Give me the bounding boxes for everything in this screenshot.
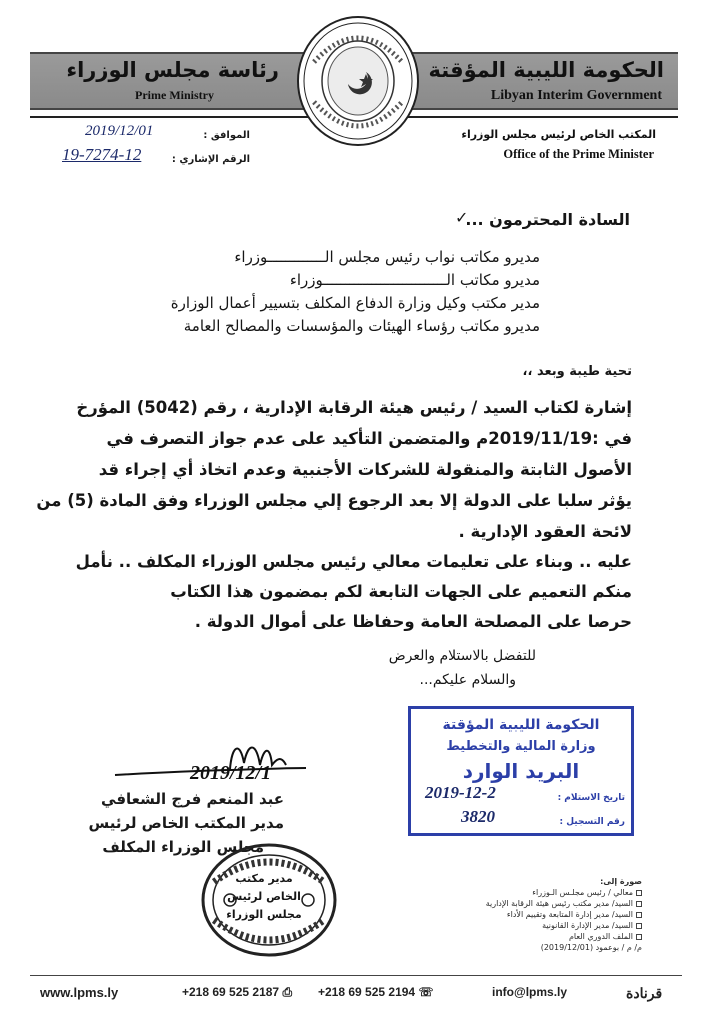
footer-website: www.lpms.ly xyxy=(40,985,119,1000)
paragraph-1-line: الأصول الثابتة والمنقولة للشركات الأجنبية وعدم اتخاذ أي إجراء قد xyxy=(98,460,632,479)
paragraph-1-line: يؤثر سلبا على الدولة إلا بعد الرجوع إلي مجلس الوزراء وفق المادة (5) من xyxy=(36,491,632,510)
signature-date: 2019/12/1 xyxy=(190,762,272,784)
paragraph-2-line: حرصا على المصلحة العامة وحفاظا على أموال الدولة . xyxy=(194,612,632,631)
closing-line: والسلام عليكم... xyxy=(419,672,516,688)
list-item: معالي / رئيس مجلـس الـوزراء xyxy=(416,887,642,898)
footer-phone: +218 69 525 2194 ☏ xyxy=(318,985,434,999)
footer-city: قرنادة xyxy=(626,985,663,1001)
office-name-ar: المكتب الخاص لرئيس مجلس الوزراء xyxy=(461,128,656,141)
ministry-name-en: Prime Ministry xyxy=(135,88,214,102)
seal-text: مجلس الوزراء xyxy=(226,908,302,921)
addressee-line: مديرو مكاتب نواب رئيس مجلس الـــــــــــــوزراء xyxy=(234,248,540,266)
stamp-ministry: وزارة المالية والتخطيط xyxy=(446,739,596,754)
reference-value: 19-7274-12 xyxy=(62,145,142,164)
list-item: السيد/ مدير مكتب رئيس هيئة الرقابة الإدارية xyxy=(416,898,642,909)
paragraph-2-line: عليه .. وبناء على تعليمات معالي رئيس مجلس الوزراء المكلف .. نأمل xyxy=(75,552,632,571)
checkbox-icon xyxy=(636,890,642,896)
paragraph-2-line: منكم التعميم على الجهات التابعة لكم بمضمون هذا الكتاب xyxy=(170,582,632,601)
signatory-name: عبد المنعم فرج الشعافي xyxy=(101,790,284,808)
office-name-en: Office of the Prime Minister xyxy=(503,147,654,161)
list-item: السيد/ مدير إدارة المتابعة وتقييم الأداء xyxy=(416,909,642,920)
footer-rule xyxy=(30,975,682,976)
addressee-line: مديرو مكاتب الــــــــــــــــــــــــــــوزراء xyxy=(289,271,540,289)
stamp-received-value: 2019-12-2 xyxy=(425,783,496,802)
signatory-title: مجلس الوزراء المكلف xyxy=(102,838,264,856)
fax-icon: ⎙ xyxy=(282,985,293,999)
stamp-title: البريد الوارد xyxy=(462,759,580,783)
government-emblem-icon xyxy=(296,14,420,148)
seal-text: مدير مكتب xyxy=(235,872,293,885)
cc-list xyxy=(416,876,642,953)
ministry-name-ar: رئاسة مجلس الوزراء xyxy=(66,58,279,82)
checkbox-icon xyxy=(636,934,642,940)
reference-label: الرقم الإشاري : xyxy=(171,154,250,165)
list-item: السيد/ مدير الإدارة القانونية xyxy=(416,920,642,931)
checkbox-icon xyxy=(636,912,642,918)
date-label: الموافق : xyxy=(203,130,250,141)
checkbox-icon xyxy=(636,923,642,929)
closing-line: للتفضل بالاستلام والعرض xyxy=(388,648,536,664)
greeting: تحية طيبة وبعد ،، xyxy=(522,364,632,379)
stamp-reg-value: 3820 xyxy=(461,807,495,826)
addressee-line: مدير مكتب وكيل وزارة الدفاع المكلف بتسيير أعمال الوزارة xyxy=(170,294,540,312)
signatory-title: مدير المكتب الخاص لرئيس xyxy=(88,814,284,832)
gov-name-en: Libyan Interim Government xyxy=(490,88,662,103)
paragraph-1-line: إشارة لكتاب السيد / رئيس هيئة الرقابة الإدارية ، رقم (5042) المؤرخ xyxy=(76,398,632,417)
salutation: السادة المحترمون ... xyxy=(465,210,630,229)
paragraph-1-line: لائحة العقود الإدارية . xyxy=(458,522,632,541)
paragraph-1-line: في :2019/11/19م والمتضمن التأكيد على عدم جواز التصرف في xyxy=(106,429,632,448)
addressee-line: مديرو مكاتب رؤساء الهيئات والمؤسسات والمصالح العامة xyxy=(183,317,540,335)
gov-name-ar: الحكومة الليبية المؤقتة xyxy=(428,58,664,82)
stamp-gov: الحكومة الليبية المؤقتة xyxy=(442,717,600,733)
salutation-mark-icon: ✓ xyxy=(455,208,469,227)
footer-email: info@lpms.ly xyxy=(492,985,568,999)
phone-icon: ☏ xyxy=(418,985,434,999)
cc-title: صورة إلى: xyxy=(600,877,642,886)
list-item: الملف الدوري العام xyxy=(416,931,642,942)
list-item: م/ م / بوعمود (2019/12/01) xyxy=(540,943,642,952)
stamp-received-label: تاريخ الاستلام : xyxy=(557,793,625,803)
checkbox-icon xyxy=(636,901,642,907)
seal-text: الخاص لرئيس xyxy=(227,890,301,903)
stamp-reg-label: رقم التسجيل : xyxy=(559,817,625,827)
date-value: 2019/12/01 xyxy=(85,123,154,139)
footer-fax: +218 69 525 2187 ⎙ xyxy=(182,985,293,999)
incoming-mail-stamp xyxy=(408,706,634,836)
